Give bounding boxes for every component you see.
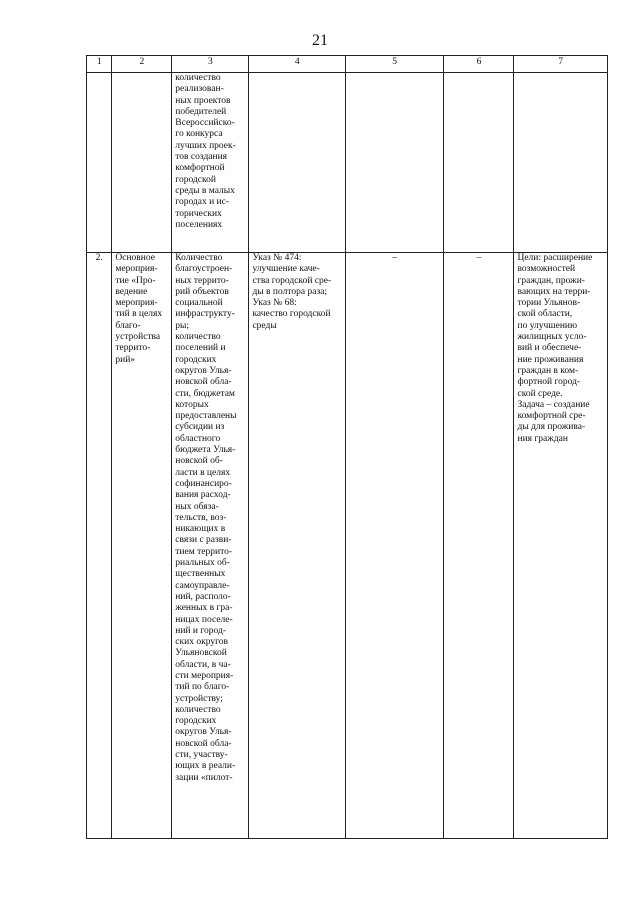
- text-line: сти, бюджетам: [175, 388, 235, 399]
- header-cell: 3: [172, 56, 249, 73]
- text-line: Основное: [115, 253, 155, 263]
- text-line: ласти в целях: [175, 467, 231, 478]
- text-line: областного: [175, 433, 221, 444]
- text-line: Цели: расширение: [517, 253, 593, 263]
- header-cell: 4: [249, 56, 345, 73]
- text-line: инфраструкту-: [175, 309, 235, 320]
- value-cell: [345, 73, 444, 253]
- text-line: благоустроен-: [175, 264, 233, 275]
- text-line: Указ № 474:: [252, 253, 302, 263]
- text-line: тие «Про-: [115, 275, 156, 286]
- text-line: рий объектов: [175, 286, 229, 297]
- text-line: комфортной: [175, 163, 225, 174]
- text-line: тории Ульянов-: [517, 298, 581, 309]
- text-line: щественных: [175, 569, 226, 580]
- header-cell: 1: [87, 56, 112, 73]
- text-line: Всероссийско-: [175, 118, 235, 129]
- text-line: среды в малых: [175, 185, 235, 196]
- text-line: по улучшению: [517, 320, 578, 331]
- text-line: вания расход-: [175, 490, 231, 501]
- text-line: количество: [175, 704, 221, 715]
- text-line: зации «пилот-: [175, 772, 233, 783]
- text-line: ние проживания: [517, 354, 584, 365]
- measure-name-cell: [112, 253, 172, 839]
- text-line: новской об-: [175, 456, 223, 467]
- text-line: ской области,: [517, 309, 573, 320]
- value-cell: [444, 73, 514, 253]
- text-line: связи с разви-: [175, 535, 232, 546]
- text-line: тий в целях: [115, 309, 163, 320]
- page-number: 21: [312, 32, 328, 49]
- text-line: устройству;: [175, 693, 223, 704]
- text-line: среды: [252, 320, 277, 331]
- text-line: риальных об-: [175, 558, 230, 569]
- text-line: фортной город-: [517, 377, 581, 388]
- text-line: ний и город-: [175, 625, 227, 636]
- text-line: городах и ис-: [175, 197, 230, 208]
- goals-cell: [514, 73, 608, 253]
- text-line: ния граждан: [517, 433, 568, 444]
- text-line: ницах поселе-: [175, 614, 233, 625]
- goals-cell: [514, 253, 608, 839]
- text-line: благо-: [115, 320, 141, 331]
- text-line: ры;: [175, 320, 190, 331]
- text-line: сти, участву-: [175, 750, 228, 761]
- text-line: самоуправле-: [175, 580, 230, 591]
- text-line: городской: [175, 174, 216, 185]
- text-line: тельств, воз-: [175, 512, 227, 523]
- row-number-cell: 2.: [87, 253, 112, 839]
- text-line: сти мероприя-: [175, 670, 234, 681]
- text-line: тов создания: [175, 152, 228, 163]
- text-line: поселений и: [175, 343, 226, 354]
- text-line: жилищных усло-: [517, 332, 587, 343]
- text-line: граждан в ком-: [517, 365, 579, 376]
- text-line: количество: [175, 332, 221, 343]
- text-line: предоставлены: [175, 411, 237, 422]
- text-line: ды в полтора раза;: [252, 286, 328, 297]
- text-line: количество: [175, 73, 221, 83]
- text-line: тий по благо-: [175, 682, 230, 693]
- text-line: городских: [175, 716, 217, 727]
- text-line: рий»: [115, 354, 136, 365]
- text-line: поселениях: [175, 219, 223, 230]
- text-line: софинансиро-: [175, 478, 232, 489]
- text-line: улучшение каче-: [252, 264, 320, 275]
- document-table: [86, 55, 608, 839]
- text-line: ных проектов: [175, 95, 231, 106]
- text-line: ской среде.: [517, 388, 563, 399]
- text-line: ний, располо-: [175, 591, 231, 602]
- text-line: Указ № 68:: [252, 298, 297, 309]
- text-line: тием террито-: [175, 546, 233, 557]
- text-line: торических: [175, 208, 222, 219]
- text-line: ды для прожива-: [517, 422, 586, 433]
- text-line: лучших проек-: [175, 140, 236, 151]
- row-number-cell: [87, 73, 112, 253]
- indicator-cell: [172, 253, 249, 839]
- text-line: мероприя-: [115, 264, 158, 275]
- text-line: мероприя-: [115, 298, 158, 309]
- text-line: террито-: [115, 343, 151, 354]
- text-line: качество городской: [252, 309, 331, 320]
- text-line: округов Улья-: [175, 365, 232, 376]
- text-line: реализован-: [175, 84, 224, 95]
- text-line: ющих в реали-: [175, 761, 236, 772]
- text-line: никающих в: [175, 524, 226, 535]
- decree-cell: [249, 73, 345, 253]
- text-line: новской обла-: [175, 738, 232, 749]
- value-cell: –: [444, 253, 514, 839]
- indicator-cell: [172, 73, 249, 253]
- text-line: социальной: [175, 298, 223, 309]
- text-line: ства городской сре-: [252, 275, 332, 286]
- text-line: субсидии из: [175, 422, 225, 433]
- header-cell: 6: [444, 56, 514, 73]
- text-line: округов Улья-: [175, 727, 232, 738]
- text-line: которых: [175, 399, 209, 410]
- text-line: устройства: [115, 332, 161, 343]
- header-row: [87, 56, 608, 73]
- text-line: победителей: [175, 106, 227, 117]
- text-line: Количество: [175, 253, 223, 263]
- text-line: Задача – создание: [517, 399, 590, 410]
- measure-name-cell: [112, 73, 172, 253]
- value-cell: –: [345, 253, 444, 839]
- table-row: [87, 253, 608, 839]
- text-line: области, в ча-: [175, 659, 231, 670]
- table-row: [87, 73, 608, 253]
- text-line: граждан, прожи-: [517, 275, 585, 286]
- text-line: вающих на терри-: [517, 286, 591, 297]
- text-line: городских: [175, 354, 217, 365]
- text-line: комфортной сре-: [517, 411, 586, 422]
- header-cell: 7: [514, 56, 608, 73]
- text-line: ских округов: [175, 637, 228, 648]
- header-cell: 2: [112, 56, 172, 73]
- text-line: ных обяза-: [175, 501, 219, 512]
- text-line: бюджета Улья-: [175, 445, 236, 456]
- text-line: ных террито-: [175, 275, 229, 286]
- text-line: женных в гра-: [175, 603, 233, 614]
- text-line: го конкурса: [175, 129, 223, 140]
- decree-cell: [249, 253, 345, 839]
- text-line: Ульяновской: [175, 648, 227, 659]
- text-line: возможностей: [517, 264, 576, 275]
- text-line: вий и обеспече-: [517, 343, 582, 354]
- text-line: новской обла-: [175, 377, 232, 388]
- header-cell: 5: [345, 56, 444, 73]
- text-line: ведение: [115, 286, 148, 297]
